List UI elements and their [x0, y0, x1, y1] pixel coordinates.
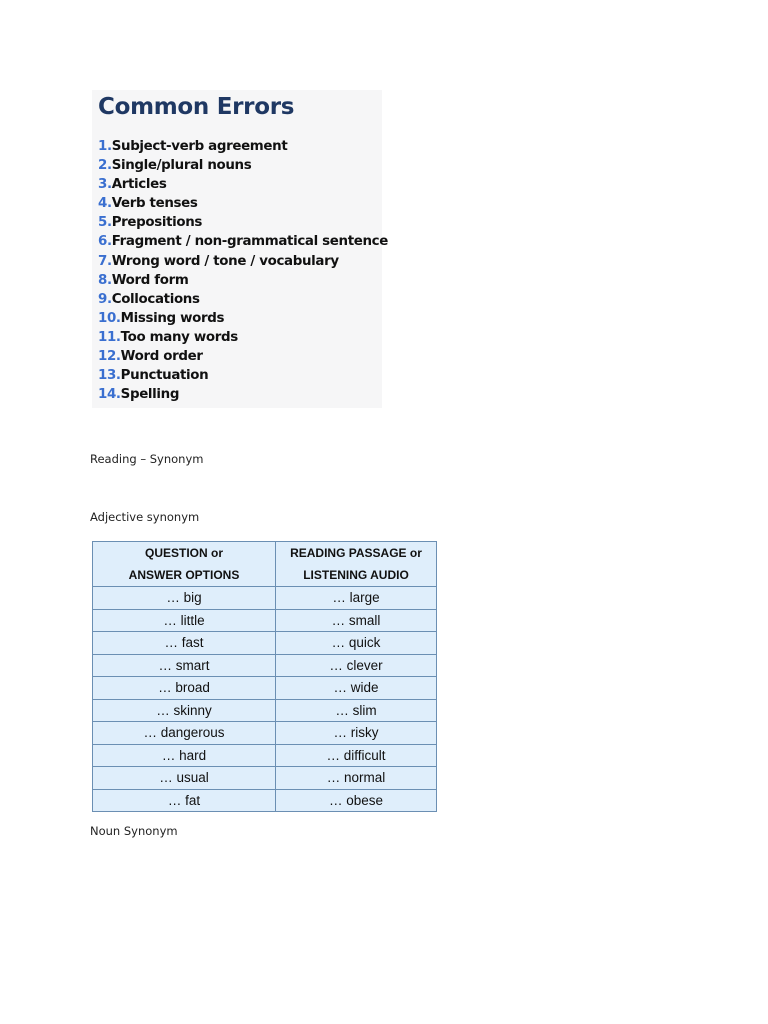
- common-errors-list: [98, 137, 388, 404]
- table-row: … broad … wide: [93, 677, 437, 700]
- list-item: 8.Word form: [98, 272, 189, 288]
- table-row: … dangerous … risky: [93, 722, 437, 745]
- column-header-reading: READING PASSAGE or LISTENING AUDIO: [276, 542, 437, 587]
- common-errors-image: [92, 90, 388, 408]
- table-row: … fat … obese: [93, 789, 437, 812]
- table-row: … hard … difficult: [93, 744, 437, 767]
- list-item: 5.Prepositions: [98, 215, 203, 231]
- list-item: 10.Missing words: [98, 310, 225, 326]
- table-row: … skinny … slim: [93, 699, 437, 722]
- synonym-table: [92, 541, 437, 812]
- list-item: 4.Verb tenses: [98, 196, 198, 212]
- list-item: 14.Spelling: [98, 387, 180, 403]
- reading-synonym-heading: Reading – Synonym: [90, 452, 204, 466]
- list-item: 12.Word order: [98, 349, 203, 365]
- table-row: … smart … clever: [93, 654, 437, 677]
- common-errors-title: Common Errors: [98, 94, 295, 120]
- adjective-synonym-heading: Adjective synonym: [90, 510, 200, 524]
- list-item: 7.Wrong word / tone / vocabulary: [98, 253, 339, 269]
- list-item: 9.Collocations: [98, 291, 200, 307]
- table-row: … fast … quick: [93, 632, 437, 655]
- table-row: … usual … normal: [93, 767, 437, 790]
- list-item: 2.Single/plural nouns: [98, 158, 252, 174]
- column-header-question: QUESTION or ANSWER OPTIONS: [93, 542, 276, 587]
- list-item: 1.Subject-verb agreement: [98, 139, 288, 154]
- table-row: … little … small: [93, 609, 437, 632]
- list-item: 6.Fragment / non-grammatical sentence: [98, 234, 388, 250]
- table-row: … big … large: [93, 587, 437, 610]
- noun-synonym-heading: Noun Synonym: [90, 824, 178, 838]
- table-header-row: [93, 542, 437, 587]
- list-item: 3.Articles: [98, 177, 167, 193]
- list-item: 11.Too many words: [98, 329, 238, 345]
- list-item: 13.Punctuation: [98, 368, 209, 384]
